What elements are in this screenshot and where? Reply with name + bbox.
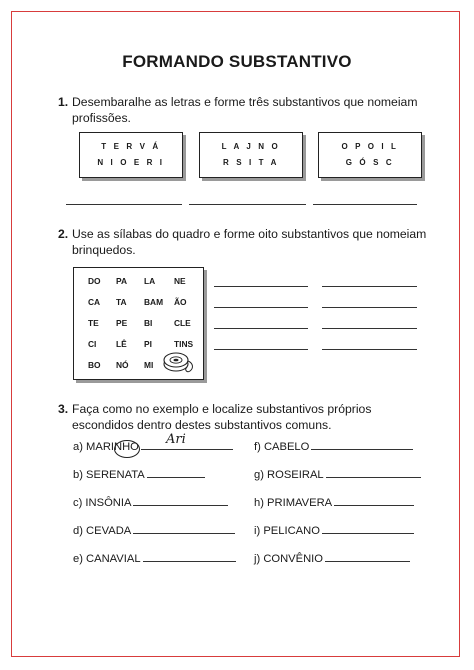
answer-line[interactable] (322, 349, 417, 350)
syllable: DO (88, 276, 101, 286)
syllable: LA (144, 276, 156, 286)
question-3-text: Faça como no exemplo e localize substantivos próprios escondidos dentro destes substantivos comuns. (72, 402, 372, 432)
answer-line[interactable] (143, 561, 236, 562)
syllable: MI (144, 360, 154, 370)
word-label: g) ROSEIRAL (254, 469, 324, 481)
answer-line[interactable] (214, 286, 308, 287)
word-label: j) CONVÊNIO (254, 553, 323, 565)
syllable: BI (144, 318, 153, 328)
syllable: TA (116, 297, 127, 307)
word-item-e (73, 553, 236, 565)
syllable: TINS (174, 339, 194, 349)
answer-line[interactable] (326, 477, 421, 478)
question-3-number: 3. (58, 402, 69, 416)
answer-line-2[interactable] (189, 204, 306, 205)
answer-line[interactable] (334, 505, 414, 506)
letter-box-3-line-1: O P O I L (341, 142, 399, 151)
word-item-b (73, 469, 205, 481)
syllable: CI (88, 339, 97, 349)
letter-box-2-line-1: L A J N O (221, 142, 281, 151)
letter-box-1-line-2: N I O E R I (97, 158, 165, 167)
answer-line[interactable] (141, 449, 233, 450)
answer-line-3[interactable] (313, 204, 417, 205)
question-3 (58, 401, 430, 433)
answer-line[interactable] (214, 328, 308, 329)
syllable: NÓ (116, 360, 129, 370)
word-item-j (254, 553, 410, 565)
word-label: c) INSÔNIA (73, 497, 132, 509)
answer-line-1[interactable] (66, 204, 182, 205)
syllable: PI (144, 339, 152, 349)
yoyo-icon (160, 346, 198, 376)
word-item-i (254, 525, 414, 537)
question-1-text: Desembaralhe as letras e forme três substantivos que nomeiam profissões. (72, 95, 418, 125)
syllable-grid (73, 267, 204, 380)
question-2-text: Use as sílabas do quadro e forme oito substantivos que nomeiam brinquedos. (72, 227, 427, 257)
example-circle-mark (114, 440, 140, 458)
letter-box-2-line-2: R S I T A (223, 158, 279, 167)
letter-box-2 (199, 132, 303, 178)
answer-line[interactable] (322, 533, 414, 534)
word-item-f (254, 441, 413, 453)
word-label: a) MARINHO (73, 441, 139, 453)
answer-line[interactable] (214, 349, 308, 350)
question-1-number: 1. (58, 95, 69, 109)
letter-box-3 (318, 132, 422, 178)
answer-line[interactable] (322, 328, 417, 329)
syllable: PA (116, 276, 128, 286)
letter-box-1 (79, 132, 183, 178)
question-1 (58, 94, 430, 126)
word-label: b) SERENATA (73, 469, 145, 481)
syllable: BAM (144, 297, 164, 307)
question-2-number: 2. (58, 227, 69, 241)
answer-line[interactable] (322, 307, 417, 308)
letter-box-3-line-2: G Ó S C (345, 158, 395, 167)
word-item-h (254, 497, 414, 509)
syllable: NE (174, 276, 186, 286)
word-item-c (73, 497, 228, 509)
word-label: h) PRIMAVERA (254, 497, 333, 509)
syllable: CLE (174, 318, 191, 328)
syllable: TE (88, 318, 99, 328)
answer-line[interactable] (147, 477, 205, 478)
syllable: CA (88, 297, 101, 307)
word-label: f) CABELO (254, 441, 310, 453)
answer-line[interactable] (322, 286, 417, 287)
word-item-g (254, 469, 421, 481)
word-label: d) CEVADA (73, 525, 132, 537)
word-item-d (73, 525, 235, 537)
answer-line[interactable] (311, 449, 413, 450)
example-handwritten-answer: Ari (166, 432, 186, 447)
syllable: ÃO (174, 297, 187, 307)
syllable: BO (88, 360, 101, 370)
answer-line[interactable] (133, 505, 228, 506)
question-2 (58, 226, 430, 258)
word-label: e) CANAVIAL (73, 553, 141, 565)
word-label: i) PELICANO (254, 525, 320, 537)
syllable: LÊ (116, 339, 127, 349)
word-item-a (73, 441, 233, 453)
worksheet-title: FORMANDO SUBSTANTIVO (122, 52, 352, 71)
letter-box-1-line-1: T E R V Á (101, 142, 161, 151)
syllable: PE (116, 318, 128, 328)
answer-line[interactable] (214, 307, 308, 308)
answer-line[interactable] (133, 533, 235, 534)
answer-line[interactable] (325, 561, 410, 562)
